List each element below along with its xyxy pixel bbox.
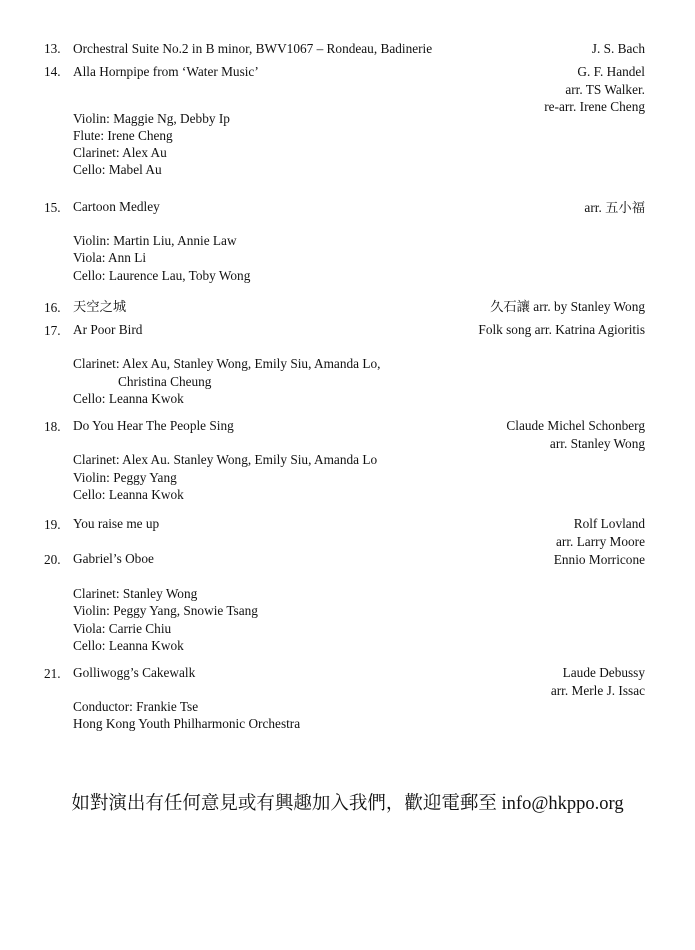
item-composer: Laude Debussy (562, 665, 645, 680)
performer-line: Clarinet: Stanley Wong (73, 586, 198, 601)
performer-line: Clarinet: Alex Au (73, 145, 167, 160)
item-title: Alla Hornpipe from ‘Water Music’ (73, 64, 259, 79)
item-composer: arr. 五小福 (584, 200, 645, 215)
item-title: Ar Poor Bird (73, 322, 143, 337)
item-arranger: arr. Merle J. Issac (550, 683, 645, 698)
performer-line: Viola: Ann Li (73, 250, 147, 265)
performer-line: Hong Kong Youth Philharmonic Orchestra (73, 716, 301, 731)
performer-line: Clarinet: Alex Au. Stanley Wong, Emily Siu, Amanda Lo (73, 452, 378, 467)
item-arranger: arr. Larry Moore (556, 534, 645, 549)
performer-line: Cello: Leanna Kwok (73, 638, 184, 653)
performer-line: Violin: Peggy Yang, Snowie Tsang (73, 603, 258, 618)
performer-line: Cello: Mabel Au (73, 162, 162, 177)
item-number: 17. (44, 323, 61, 338)
item-arranger: arr. Stanley Wong (549, 436, 645, 451)
item-title: Orchestral Suite No.2 in B minor, BWV1067 – Rondeau, Badinerie (73, 41, 433, 56)
performer-line: Cello: Laurence Lau, Toby Wong (73, 268, 251, 283)
performer-line: Christina Cheung (118, 374, 212, 389)
performer-line: Violin: Maggie Ng, Debby Ip (73, 111, 230, 126)
item-number: 18. (44, 419, 61, 434)
item-composer: Rolf Lovland (573, 516, 645, 531)
item-composer: Folk song arr. Katrina Agioritis (478, 322, 645, 337)
item-number: 14. (44, 64, 61, 79)
item-title: Golliwogg’s Cakewalk (73, 665, 196, 680)
item-title: Do You Hear The People Sing (73, 418, 234, 433)
performer-line: Violin: Peggy Yang (73, 470, 177, 485)
performer-line: Cello: Leanna Kwok (73, 487, 184, 502)
item-composer: Ennio Morricone (553, 552, 645, 567)
performer-line: Violin: Martin Liu, Annie Law (73, 233, 237, 248)
item-number: 21. (44, 666, 61, 681)
item-title: Gabriel’s Oboe (73, 551, 154, 566)
item-arranger: arr. TS Walker. (565, 82, 645, 97)
contact-footer: 如對演出有任何意見或有興趣加入我們，歡迎電郵至 info@hkppo.org (71, 794, 624, 814)
item-number: 20. (44, 552, 61, 567)
item-number: 15. (44, 200, 61, 215)
item-composer: Claude Michel Schonberg (506, 418, 645, 433)
performer-line: Cello: Leanna Kwok (73, 391, 184, 406)
item-composer: G. F. Handel (577, 64, 645, 79)
performer-line: Flute: Irene Cheng (73, 128, 173, 143)
performer-line: Conductor: Frankie Tse (73, 699, 199, 714)
item-title: Cartoon Medley (73, 199, 160, 214)
performer-line: Viola: Carrie Chiu (73, 621, 172, 636)
item-arranger: re-arr. Irene Cheng (544, 99, 645, 114)
item-title: You raise me up (73, 516, 160, 531)
item-composer: 久石讓 arr. by Stanley Wong (490, 299, 645, 314)
item-number: 19. (44, 517, 61, 532)
item-number: 13. (44, 41, 61, 56)
item-composer: J. S. Bach (591, 41, 645, 56)
item-number: 16. (44, 300, 61, 315)
performer-line: Clarinet: Alex Au, Stanley Wong, Emily Siu, Amanda Lo, (73, 356, 381, 371)
item-title: 天空之城 (73, 299, 127, 314)
